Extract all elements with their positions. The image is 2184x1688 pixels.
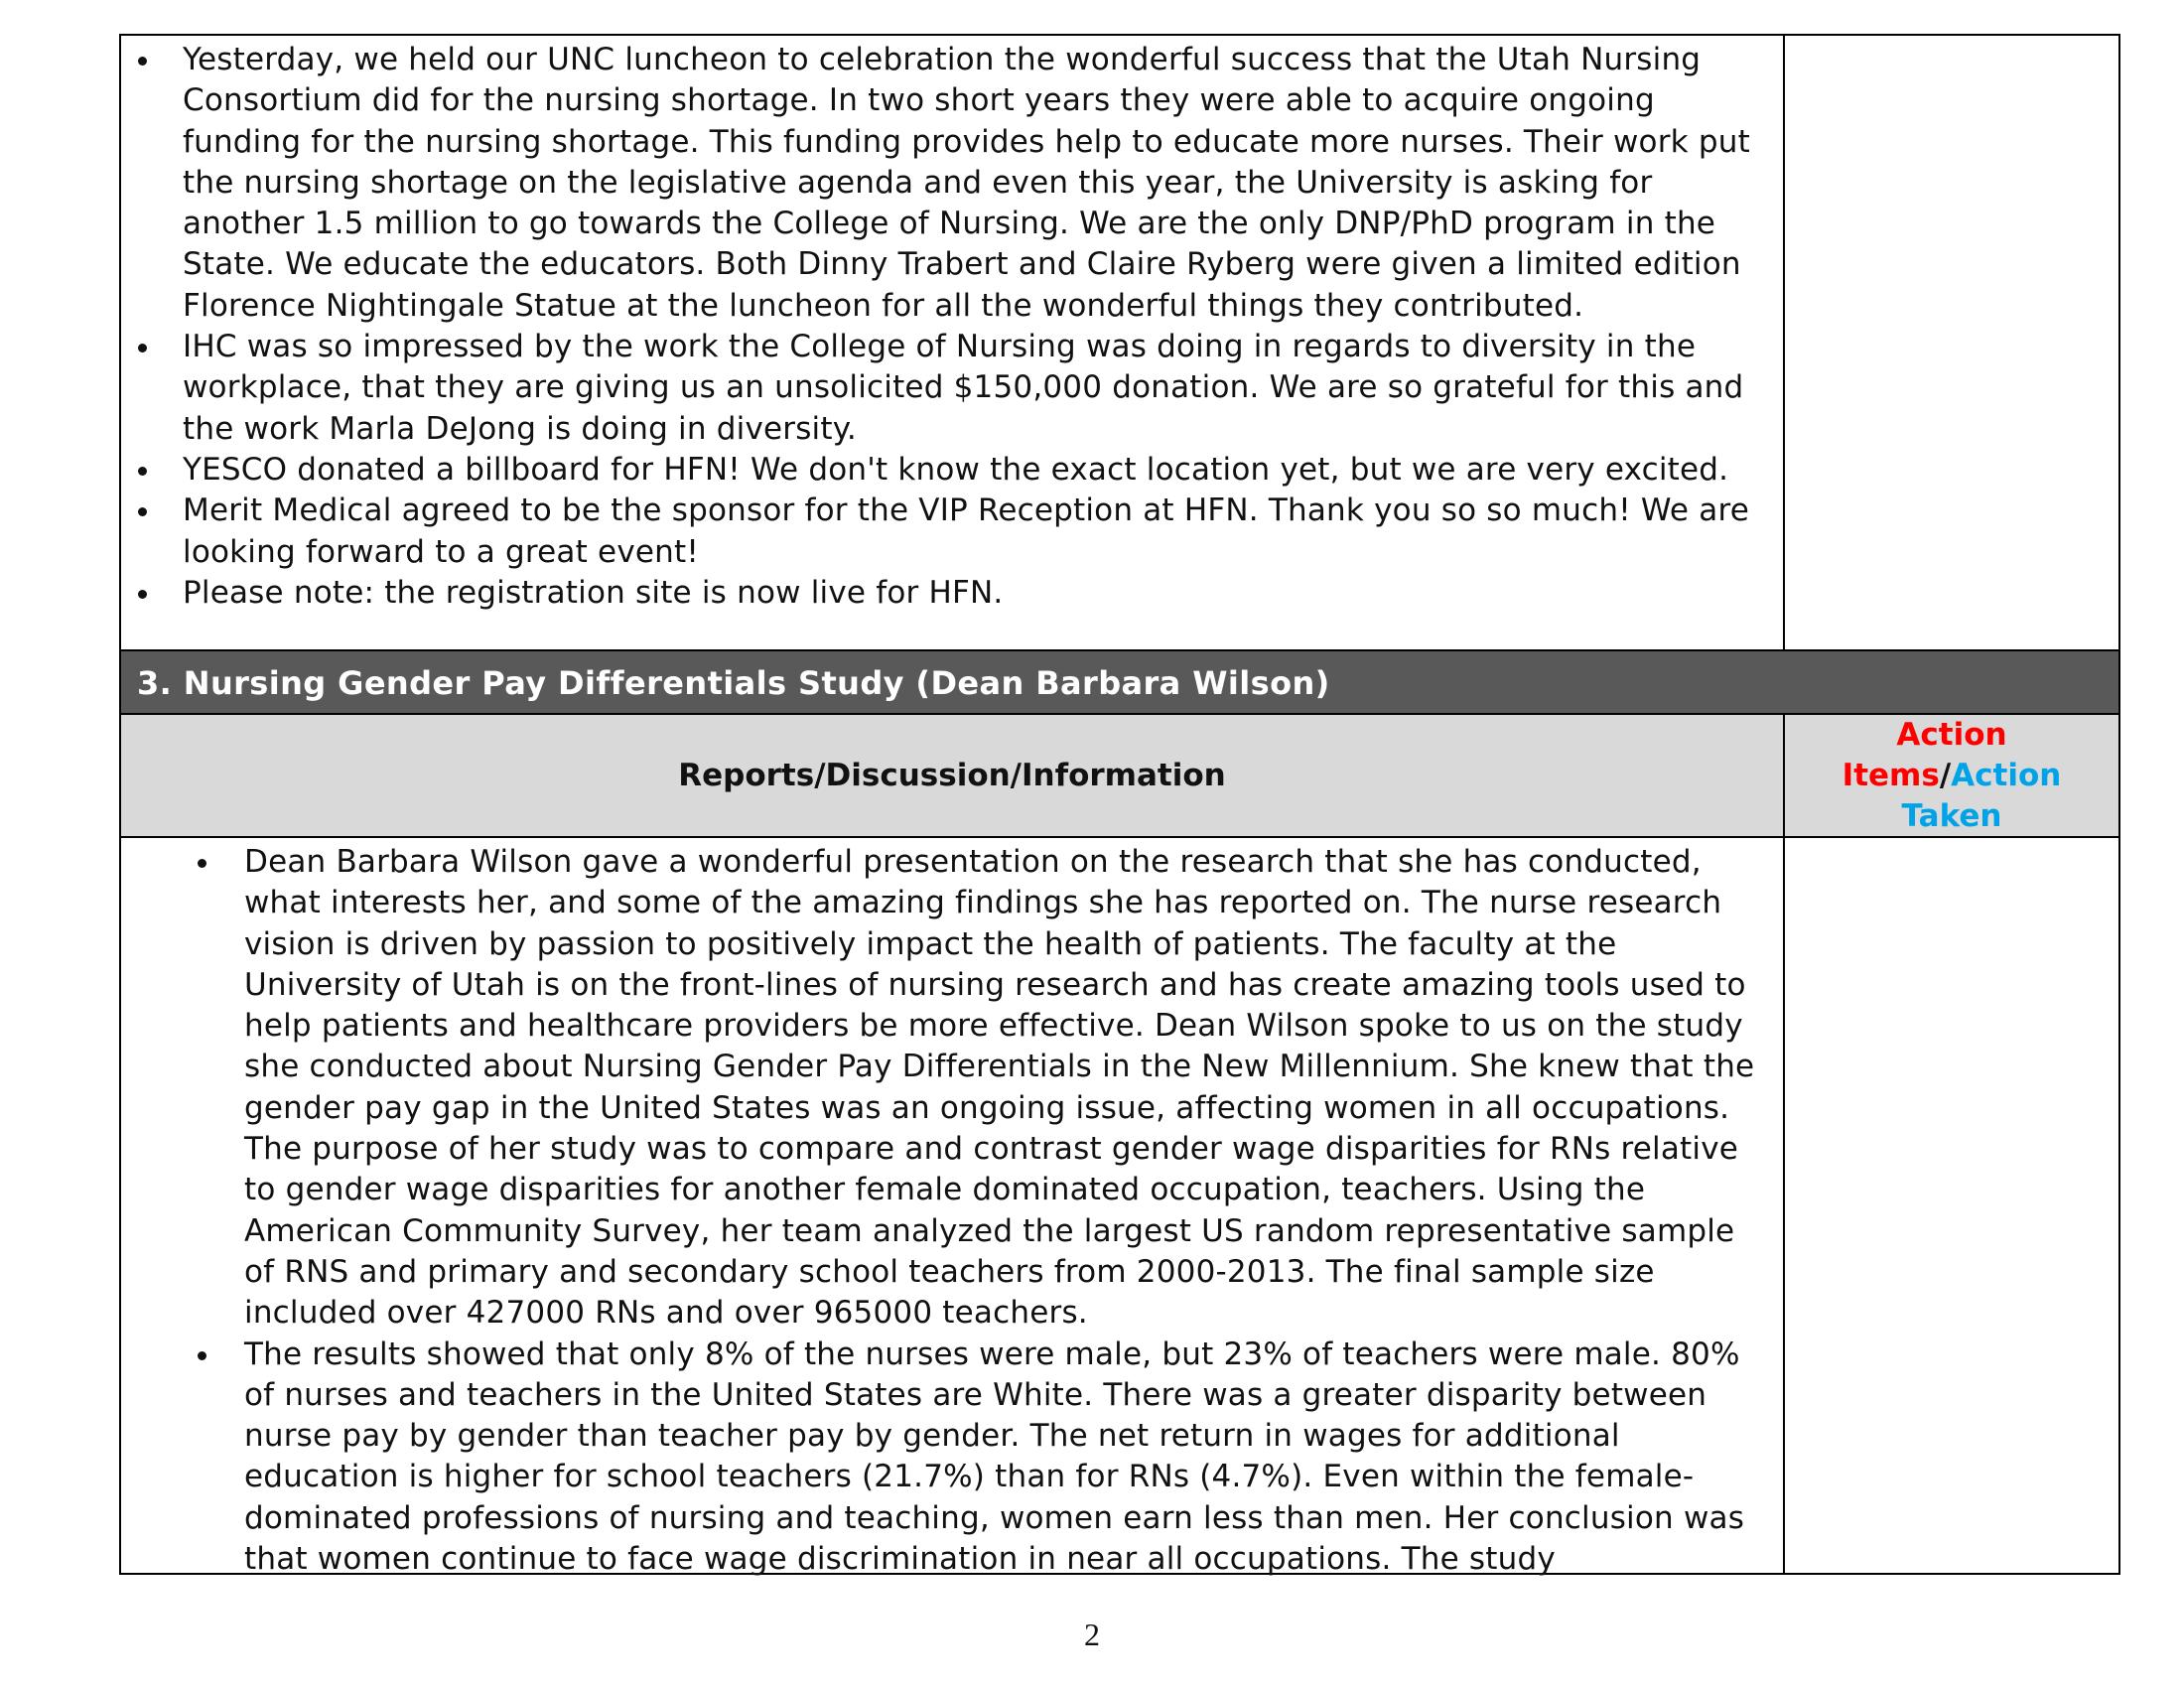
previous-section-content-row (121, 36, 2118, 651)
previous-section-bullet-list (183, 40, 1771, 614)
section-title: 3. Nursing Gender Pay Differentials Study (Dean Barbara Wilson) (137, 664, 1330, 702)
section-3-action-cell (1785, 838, 2118, 1573)
action-header-cell (1785, 715, 2118, 836)
section-3-notes-cell (121, 838, 1785, 1578)
page-number: 2 (1084, 1617, 1100, 1652)
reports-header-cell (121, 715, 1785, 836)
section-3-bullet-list (244, 842, 1773, 1580)
minutes-table (119, 34, 2120, 1578)
section-3-title-bar (121, 651, 2118, 715)
reports-header-label: Reports/Discussion/Information (678, 758, 1226, 793)
bullet-icon (198, 859, 206, 868)
bullet-icon (138, 57, 147, 66)
list-item: Yesterday, we held our UNC luncheon to celebration the wonderful success that the Utah Nursing Consortium did for the nursing shortage. In two short years they were able to acquire ongoing funding for the nursing shortage. This funding provides help to educate more nurses. Their work put the nursing shortage on the legislative agenda and even this year, the University is asking for another 1.5 million to go towards the College of Nursing. We are the only DNP/PhD program in the State. We educate the educators. Both Dinny Trabert and Claire Ryberg were given a limited edition Florence Nightingale Statue at the luncheon for all the wonderful things they contributed. (183, 40, 1771, 327)
section-3-column-header-row (121, 715, 2118, 838)
slash-separator: / (1939, 758, 1952, 793)
items-word: Items (1842, 758, 1940, 793)
list-item: Dean Barbara Wilson gave a wonderful presentation on the research that she has conducted, what interests her, and some of the amazing findings she has reported on. The nurse research vision is driven by passion to positively impact the health of patients. The faculty at the University of Utah is on the front-lines of nursing research and has create amazing tools used to help patients and healthcare providers be more effective. Dean Wilson spoke to us on the study she conducted about Nursing Gender Pay Differentials in the New Millennium. She knew that the gender pay gap in the United States was an ongoing issue, affecting women in all occupations. The purpose of her study was to compare and contrast gender wage disparities for RNs relative to gender wage disparities for another female dominated occupation, teachers. Using the American Community Survey, her team analyzed the largest US random representative sample of RNS and primary and secondary school teachers from 2000-2013. The final sample size included over 427000 RNs and over 965000 teachers. (244, 842, 1773, 1335)
bullet-icon (138, 590, 147, 599)
previous-section-action-cell (1785, 36, 2118, 649)
bullet-icon (138, 467, 147, 476)
action-taken-word-2: Taken (1901, 798, 2002, 834)
list-item: IHC was so impressed by the work the College of Nursing was doing in regards to diversity in the workplace, that they are giving us an unsolicited $150,000 donation. We are so grateful for this and the work Marla DeJong is doing in diversity. (183, 327, 1771, 450)
action-word: Action (1896, 717, 2007, 753)
bullet-icon (198, 1351, 206, 1360)
previous-section-notes-cell (121, 36, 1785, 649)
list-item: YESCO donated a billboard for HFN! We don't know the exact location yet, but we are very excited. (183, 450, 1771, 491)
list-item: The results showed that only 8% of the nurses were male, but 23% of teachers were male. 80% of nurses and teachers in the United States are White. There was a greater disparity between nurse pay by gender than teacher pay by gender. The net return in wages for additional education is higher for school teachers (21.7%) than for RNs (4.7%). Even within the female-dominated professions of nursing and teaching, women earn less than men. Her conclusion was that women continue to face wage discrimination in near all occupations. The study (244, 1335, 1773, 1581)
section-3-content-row (121, 838, 2118, 1578)
list-item: Please note: the registration site is now live for HFN. (183, 573, 1771, 614)
bullet-icon (138, 344, 147, 352)
list-item: Merit Medical agreed to be the sponsor for the VIP Reception at HFN. Thank you so so much! We are looking forward to a great event! (183, 491, 1771, 573)
action-taken-word-1: Action (1951, 758, 2062, 793)
action-header-label (1785, 715, 2118, 837)
bullet-icon (138, 507, 147, 516)
